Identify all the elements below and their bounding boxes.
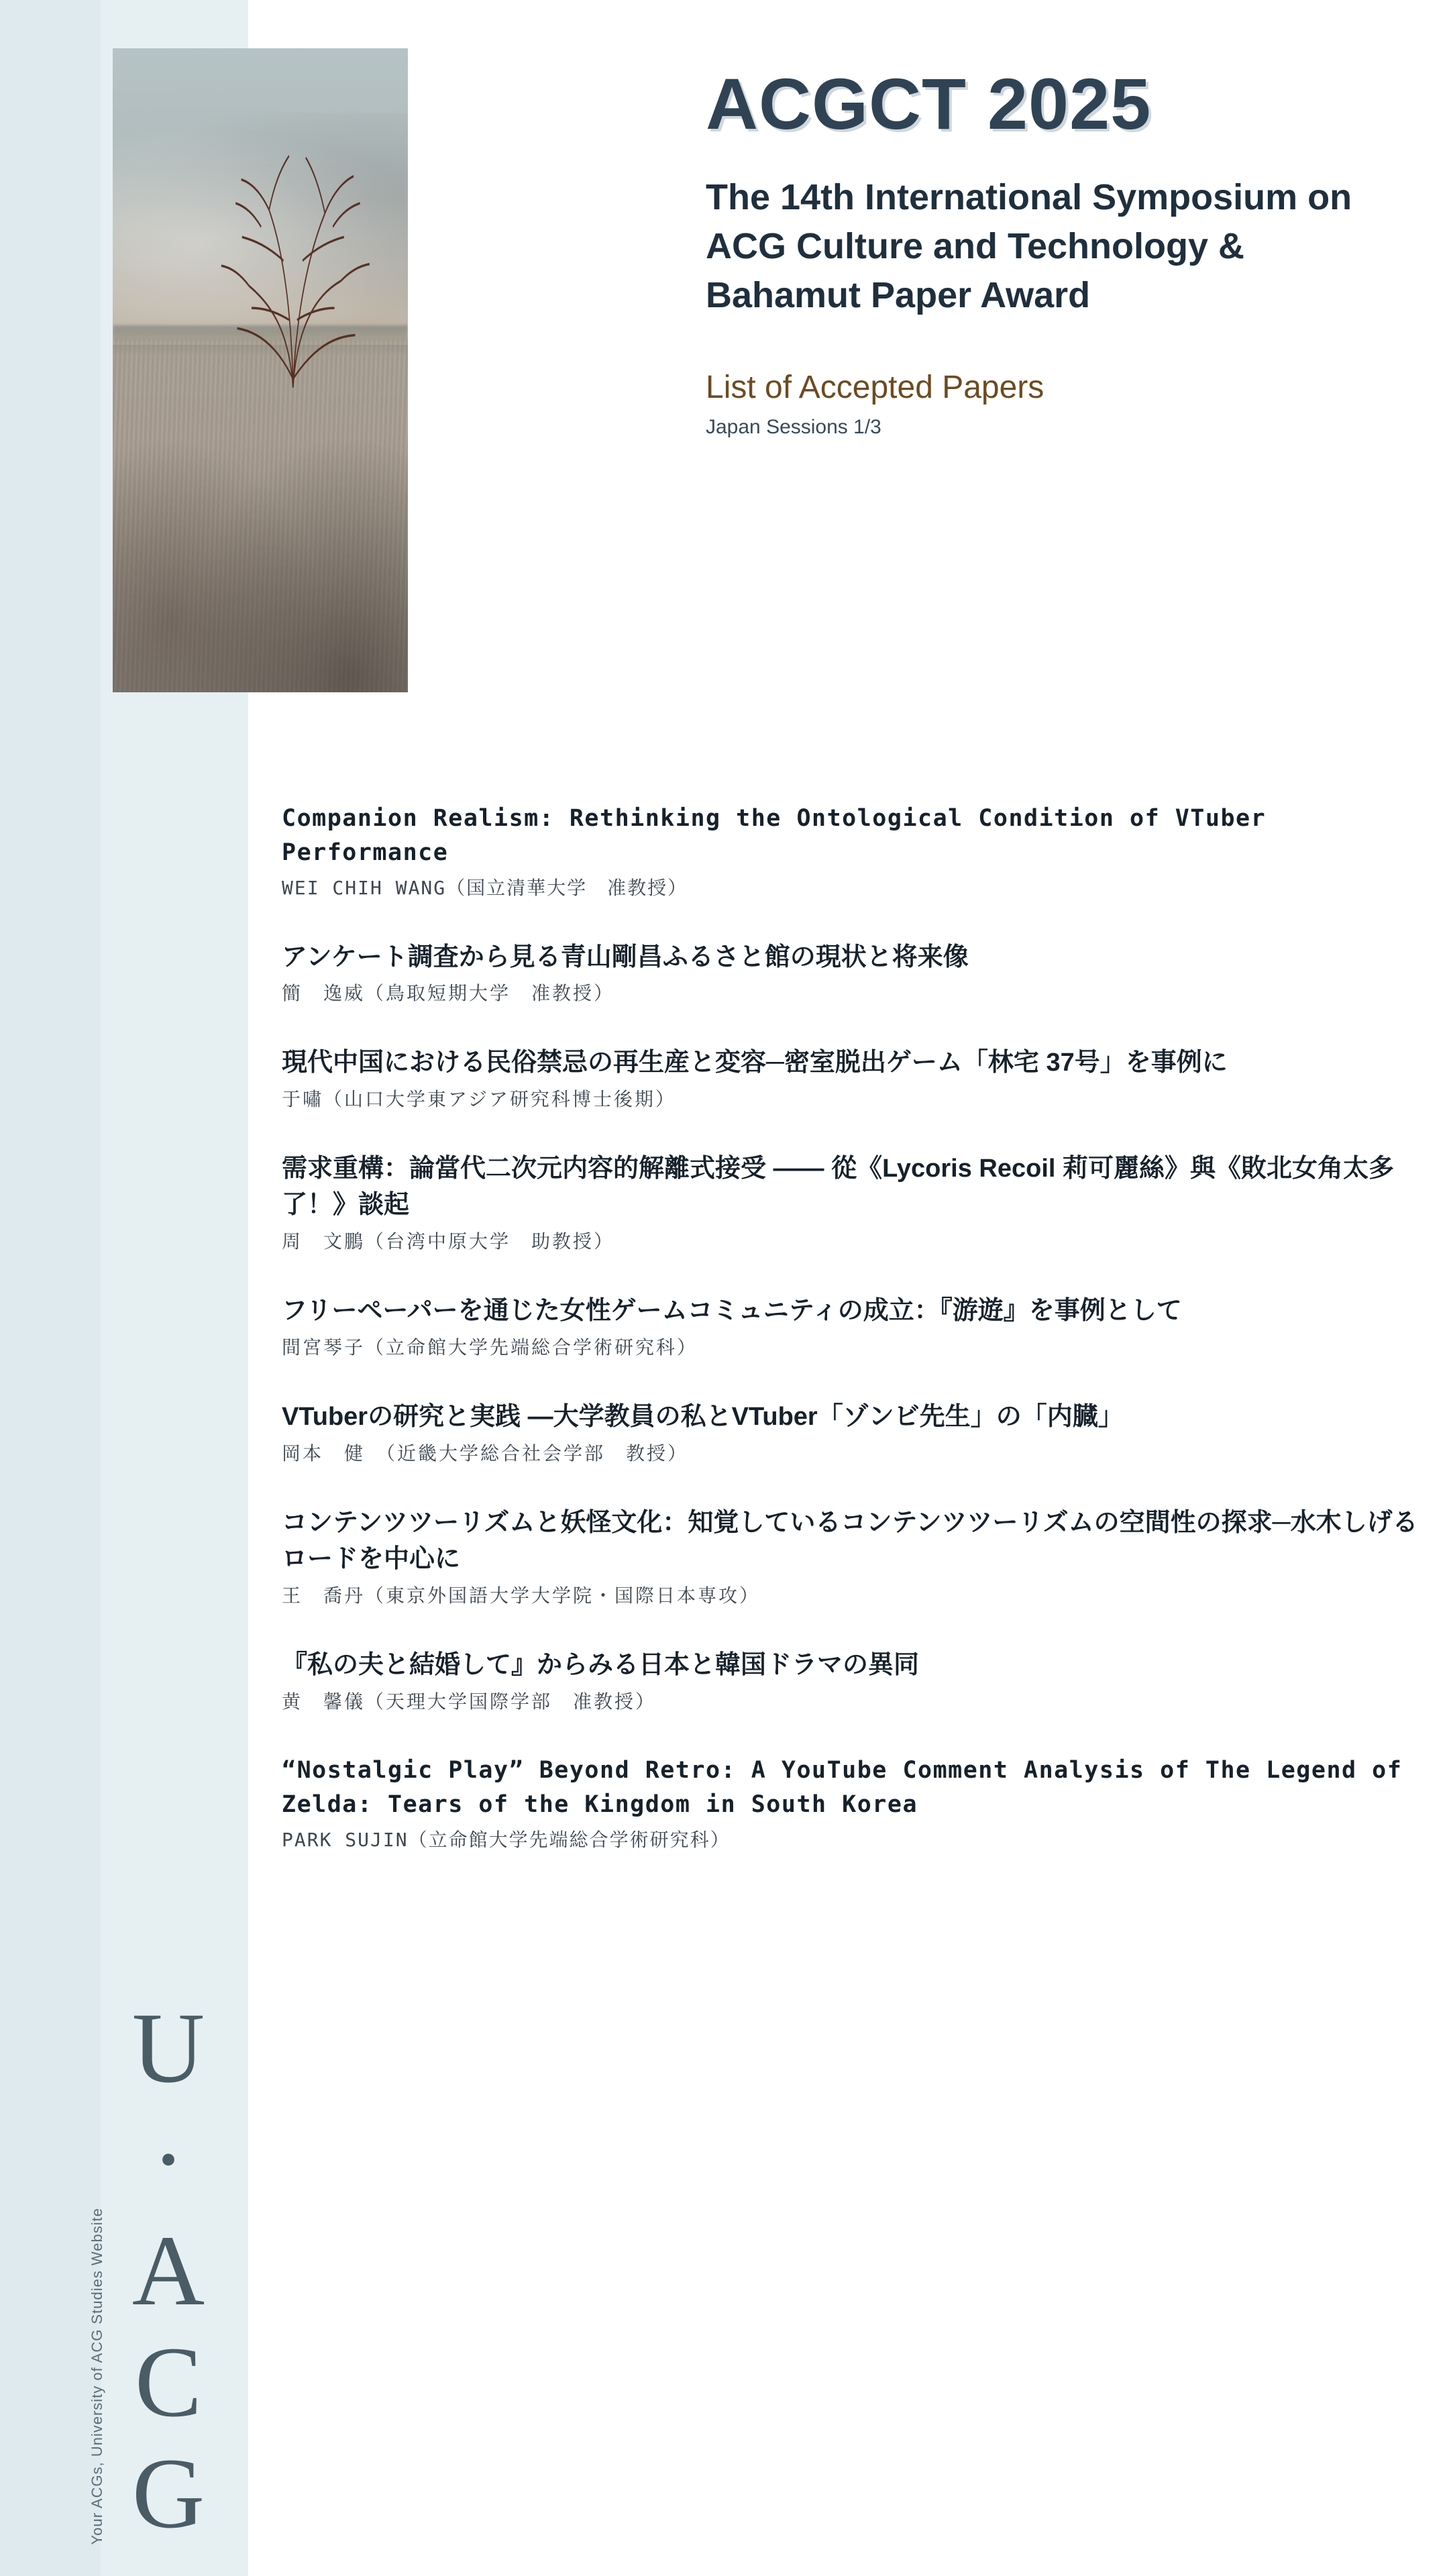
paper-title: フリーペーパーを通じた女性ゲームコミュニティの成立：『游遊』を事例として [282, 1297, 1182, 1326]
photo-color-tint [113, 48, 408, 692]
paper-entry [282, 1399, 1436, 1468]
paper-title: 需求重構：論當代二次元内容的解離式接受 ―― 從《Lycoris Recoil 莉可麗絲》與《敗北女角太多了！》談起 [282, 1155, 1395, 1220]
accepted-papers-label: List of Accepted Papers [706, 369, 1044, 405]
paper-title: コンテンツツーリズムと妖怪文化：知覚しているコンテンツツーリズムの空間性の探求─水木しげるロードを中心に [282, 1509, 1418, 1574]
hero-photo [113, 48, 408, 692]
paper-entry [282, 1151, 1436, 1256]
paper-authors: 周 文鵬（台湾中原大学 助教授） [282, 1231, 615, 1252]
paper-entry [282, 940, 1436, 1008]
paper-title: 現代中国における民俗禁忌の再生産と変容─密室脱出ゲーム「林宅 37号」を事例に [282, 1049, 1228, 1077]
paper-authors: 于嘯（山口大学東アジア研究科博士後期） [282, 1089, 676, 1110]
paper-title: 『私の夫と結婚して』からみる日本と韓国ドラマの異同 [282, 1651, 920, 1680]
page-title: ACGCT 2025 [706, 63, 1152, 144]
paper-entry [282, 802, 1436, 902]
paper-entry [282, 1045, 1436, 1114]
paper-authors: PARK SUJIN（立命館大学先端総合学術研究科） [282, 1828, 731, 1851]
paper-authors: 岡本 健 （近畿大学総合社会学部 教授） [282, 1443, 689, 1464]
paper-entry [282, 1293, 1436, 1362]
paper-title: Companion Realism: Rethinking the Ontological Condition of VTuber Performance [282, 805, 1267, 866]
symposium-subtitle: The 14th International Symposium on ACG Culture and Technology & Bahamut Paper Award [706, 177, 1352, 315]
paper-authors: 王 喬丹（東京外国語大学大学院・国際日本専攻） [282, 1585, 761, 1607]
uacg-logo-letters: U·ACG [113, 1992, 224, 2549]
header-block [706, 63, 1397, 439]
paper-entry [282, 1505, 1436, 1610]
session-label: Japan Sessions 1/3 [706, 416, 881, 439]
paper-entry [282, 1754, 1436, 1854]
paper-list [282, 802, 1436, 1892]
paper-authors: 間宮琴子（立命館大学先端総合学術研究科） [282, 1337, 698, 1358]
paper-title: アンケート調査から見る青山剛昌ふるさと館の現状と将来像 [282, 943, 969, 971]
paper-authors: 簡 逸威（鳥取短期大学 准教授） [282, 983, 615, 1004]
paper-title: “Nostalgic Play” Beyond Retro: A YouTube Comment Analysis of The Legend of Zelda: Tears of the Kingdom in South Korea [282, 1757, 1403, 1818]
paper-authors: WEI CHIH WANG（国立清華大学 准教授） [282, 876, 688, 899]
paper-entry [282, 1648, 1436, 1716]
paper-authors: 黄 馨儀（天理大学国際学部 准教授） [282, 1691, 657, 1713]
uacg-logo [58, 1992, 225, 2549]
paper-title: VTuberの研究と実践 ―大学教員の私とVTuber「ゾンビ先生」の「内臓」 [282, 1403, 1124, 1432]
uacg-logo-tagline: Your ACGs, University of ACG Studies Website [89, 2208, 105, 2545]
